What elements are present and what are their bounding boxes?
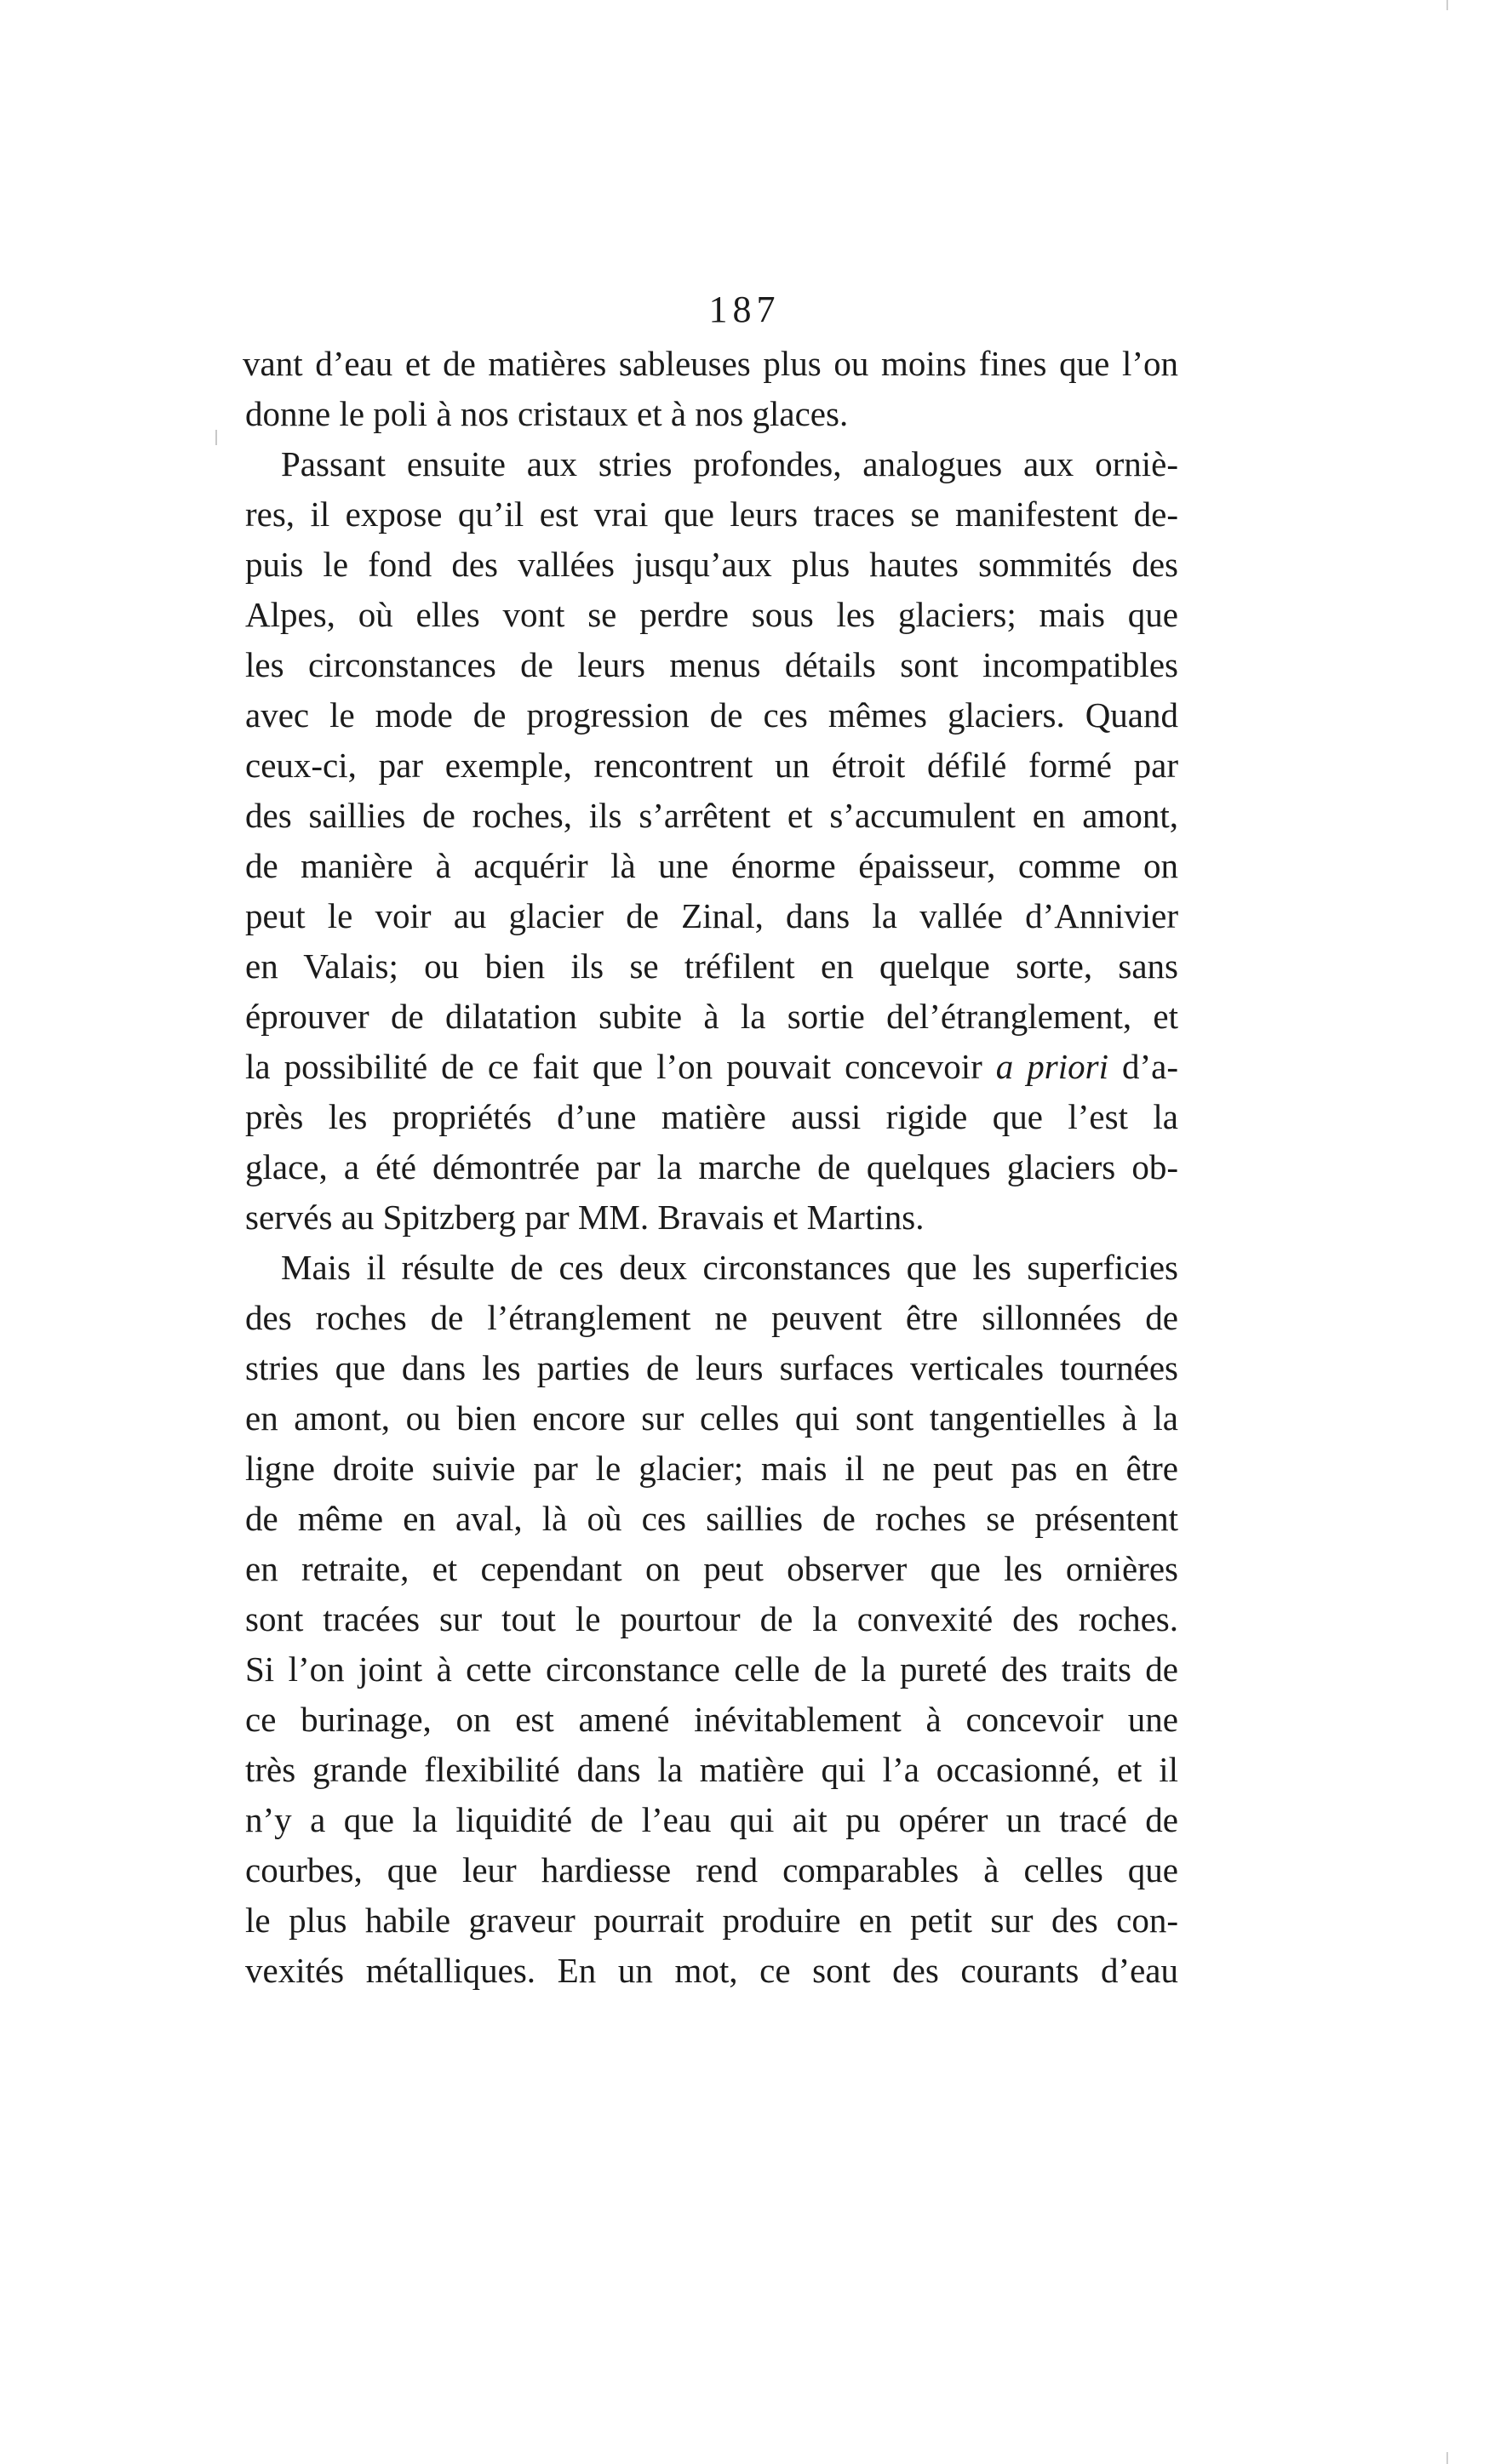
text-line: de manière à acquérir là une énorme épaisseur, comme on [245, 846, 1178, 885]
text-line: puis le fond des vallées jusqu’aux plus hautes sommités des [245, 545, 1178, 584]
text-line: de même en aval, là où ces saillies de roches se présentent [245, 1499, 1178, 1538]
text-line-with-italic [245, 1042, 1178, 1092]
text-line: Alpes, où elles vont se perdre sous les glaciers; mais que [245, 595, 1178, 634]
scan-edge-mark-bottom [1446, 2452, 1448, 2464]
text-line: vexités métalliques. En un mot, ce sont des courants d’eau [245, 1951, 1178, 1990]
text-line: le plus habile graveur pourrait produire en petit sur des con- [245, 1901, 1178, 1940]
scan-edge-mark [1446, 0, 1448, 10]
text-line: res, il expose qu’il est vrai que leurs traces se manifestent de- [245, 495, 1178, 534]
text-line: stries que dans les parties de leurs surfaces verticales tournées [245, 1348, 1178, 1387]
text-line: avec le mode de progression de ces mêmes glaciers. Quand [245, 695, 1178, 735]
text-line: des saillies de roches, ils s’arrêtent et s’accumulent en amont, [245, 796, 1178, 835]
text-line: sont tracées sur tout le pourtour de la convexité des roches. [245, 1599, 1178, 1638]
text-line: Mais il résulte de ces deux circonstances que les superficies [281, 1248, 1178, 1287]
text-line: vant d’eau et de matières sableuses plus ou moins fines que l’on [243, 344, 1178, 383]
page-number: 187 [708, 289, 781, 330]
text-line: Passant ensuite aux stries profondes, analogues aux orniè- [281, 444, 1178, 483]
margin-mark [215, 430, 217, 445]
text-line: éprouver de dilatation subite à la sortie del’étranglement, et [245, 997, 1178, 1036]
text-line: courbes, que leur hardiesse rend comparables à celles que [245, 1850, 1178, 1889]
text-segment: d’a- [1122, 1047, 1179, 1086]
text-line: près les propriétés d’une matière aussi rigide que l’est la [245, 1097, 1178, 1136]
text-line: ceux-ci, par exemple, rencontrent un étroit défilé formé par [245, 746, 1178, 785]
text-line: ce burinage, on est amené inévitablement à concevoir une [245, 1700, 1178, 1739]
text-line: ligne droite suivie par le glacier; mais il ne peut pas en être [245, 1449, 1178, 1488]
text-segment: la possibilité de ce fait que l’on pouvait concevoir [245, 1047, 982, 1086]
text-line: très grande flexibilité dans la matière qui l’a occasionné, et il [245, 1750, 1178, 1789]
text-line: n’y a que la liquidité de l’eau qui ait pu opérer un tracé de [245, 1800, 1178, 1839]
text-line: des roches de l’étranglement ne peuvent être sillonnées de [245, 1298, 1178, 1337]
text-line: servés au Spitzberg par MM. Bravais et Martins. [245, 1198, 925, 1237]
italic-phrase: a priori [995, 1047, 1108, 1086]
text-line: Si l’on joint à cette circonstance celle de la pureté des traits de [245, 1649, 1178, 1689]
text-line: en amont, ou bien encore sur celles qui sont tangentielles à la [245, 1398, 1178, 1438]
text-line: les circonstances de leurs menus détails sont incompatibles [245, 645, 1178, 684]
body-text [245, 339, 1178, 1996]
text-line: glace, a été démontrée par la marche de quelques glaciers ob- [245, 1147, 1178, 1186]
text-line: en Valais; ou bien ils se tréfilent en quelque sorte, sans [245, 946, 1178, 986]
text-line: peut le voir au glacier de Zinal, dans la vallée d’Annivier [245, 896, 1178, 935]
text-line: en retraite, et cependant on peut observer que les ornières [245, 1549, 1178, 1588]
text-line: donne le poli à nos cristaux et à nos glaces. [245, 394, 849, 433]
